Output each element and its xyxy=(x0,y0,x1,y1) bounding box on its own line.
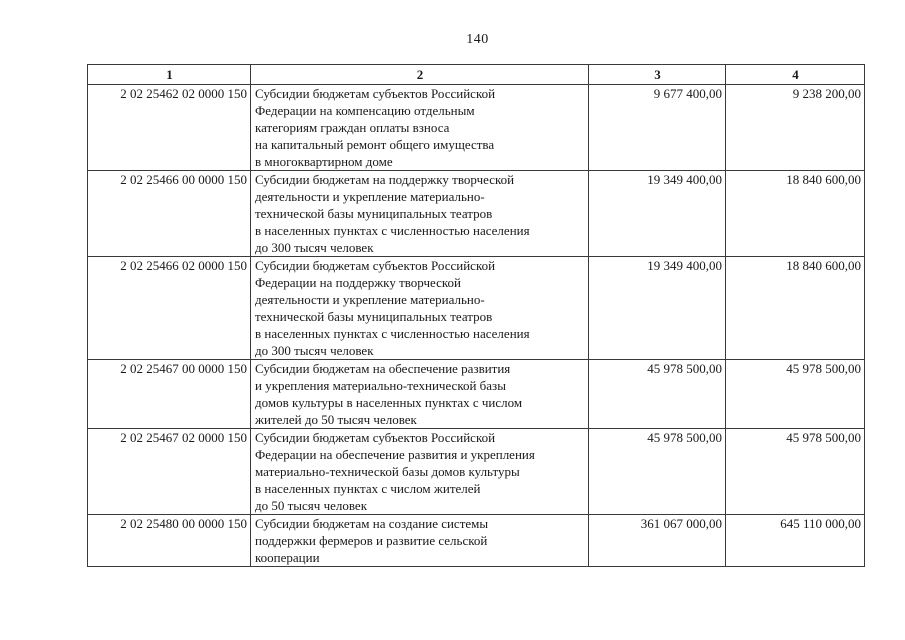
description-line: технической базы муниципальных театров xyxy=(255,309,493,324)
description-cell xyxy=(251,85,589,171)
table-row xyxy=(88,171,865,257)
table-row xyxy=(88,257,865,360)
description-line: материально-технической базы домов культуры xyxy=(255,464,520,479)
amount-cell-col4: 45 978 500,00 xyxy=(726,429,865,515)
description-line: Субсидии бюджетам на создание системы xyxy=(255,516,489,531)
page-number: 140 xyxy=(466,32,489,47)
description-line: на капитальный ремонт общего имущества xyxy=(255,137,495,152)
description-line: Федерации на обеспечение развития и укрепления xyxy=(255,447,535,462)
column-header-amount-1: 3 xyxy=(589,65,726,85)
description-cell xyxy=(251,515,589,567)
description-line: домов культуры в населенных пунктах с числом xyxy=(255,395,523,410)
amount-cell-col4: 9 238 200,00 xyxy=(726,85,865,171)
amount-cell-col4: 18 840 600,00 xyxy=(726,171,865,257)
budget-table xyxy=(87,64,865,567)
description-line: категориям граждан оплаты взноса xyxy=(255,120,450,135)
table-row xyxy=(88,429,865,515)
description-cell xyxy=(251,257,589,360)
budget-code-cell: 2 02 25480 00 0000 150 xyxy=(88,515,251,567)
description-line: в населенных пунктах с числом жителей xyxy=(255,481,481,496)
description-line: Субсидии бюджетам на поддержку творческой xyxy=(255,172,515,187)
description-line: поддержки фермеров и развитие сельской xyxy=(255,533,488,548)
description-line: в населенных пунктах с численностью населения xyxy=(255,223,530,238)
description-line: в многоквартирном доме xyxy=(255,154,393,169)
table-row xyxy=(88,515,865,567)
budget-code-cell: 2 02 25466 02 0000 150 xyxy=(88,257,251,360)
description-line: до 300 тысяч человек xyxy=(255,343,374,358)
description-line: жителей до 50 тысяч человек xyxy=(255,412,417,427)
description-line: до 50 тысяч человек xyxy=(255,498,368,513)
description-cell xyxy=(251,360,589,429)
column-header-description: 2 xyxy=(251,65,589,85)
table-row xyxy=(88,360,865,429)
description-line: в населенных пунктах с численностью населения xyxy=(255,326,530,341)
amount-cell-col4: 45 978 500,00 xyxy=(726,360,865,429)
table-body xyxy=(88,85,865,567)
header-row xyxy=(88,65,865,85)
budget-code-cell: 2 02 25467 02 0000 150 xyxy=(88,429,251,515)
description-line: до 300 тысяч человек xyxy=(255,240,374,255)
amount-cell-col3: 361 067 000,00 xyxy=(589,515,726,567)
budget-code-cell: 2 02 25466 00 0000 150 xyxy=(88,171,251,257)
description-line: технической базы муниципальных театров xyxy=(255,206,493,221)
budget-code-cell: 2 02 25467 00 0000 150 xyxy=(88,360,251,429)
description-line: Федерации на поддержку творческой xyxy=(255,275,461,290)
budget-code-cell: 2 02 25462 02 0000 150 xyxy=(88,85,251,171)
description-line: Субсидии бюджетам субъектов Российской xyxy=(255,430,496,445)
table-row xyxy=(88,85,865,171)
description-cell xyxy=(251,171,589,257)
description-line: Субсидии бюджетам на обеспечение развития xyxy=(255,361,511,376)
description-line: деятельности и укрепление материально- xyxy=(255,292,485,307)
description-cell xyxy=(251,429,589,515)
description-line: Субсидии бюджетам субъектов Российской xyxy=(255,258,496,273)
amount-cell-col4: 18 840 600,00 xyxy=(726,257,865,360)
amount-cell-col3: 45 978 500,00 xyxy=(589,429,726,515)
description-line: деятельности и укрепление материально- xyxy=(255,189,485,204)
table-header xyxy=(88,65,865,85)
amount-cell-col3: 19 349 400,00 xyxy=(589,171,726,257)
amount-cell-col3: 45 978 500,00 xyxy=(589,360,726,429)
description-line: и укрепления материально-технической базы xyxy=(255,378,506,393)
amount-cell-col3: 9 677 400,00 xyxy=(589,85,726,171)
description-line: Федерации на компенсацию отдельным xyxy=(255,103,475,118)
description-line: Субсидии бюджетам субъектов Российской xyxy=(255,86,496,101)
column-header-code: 1 xyxy=(88,65,251,85)
description-line: кооперации xyxy=(255,550,320,565)
amount-cell-col4: 645 110 000,00 xyxy=(726,515,865,567)
column-header-amount-2: 4 xyxy=(726,65,865,85)
amount-cell-col3: 19 349 400,00 xyxy=(589,257,726,360)
